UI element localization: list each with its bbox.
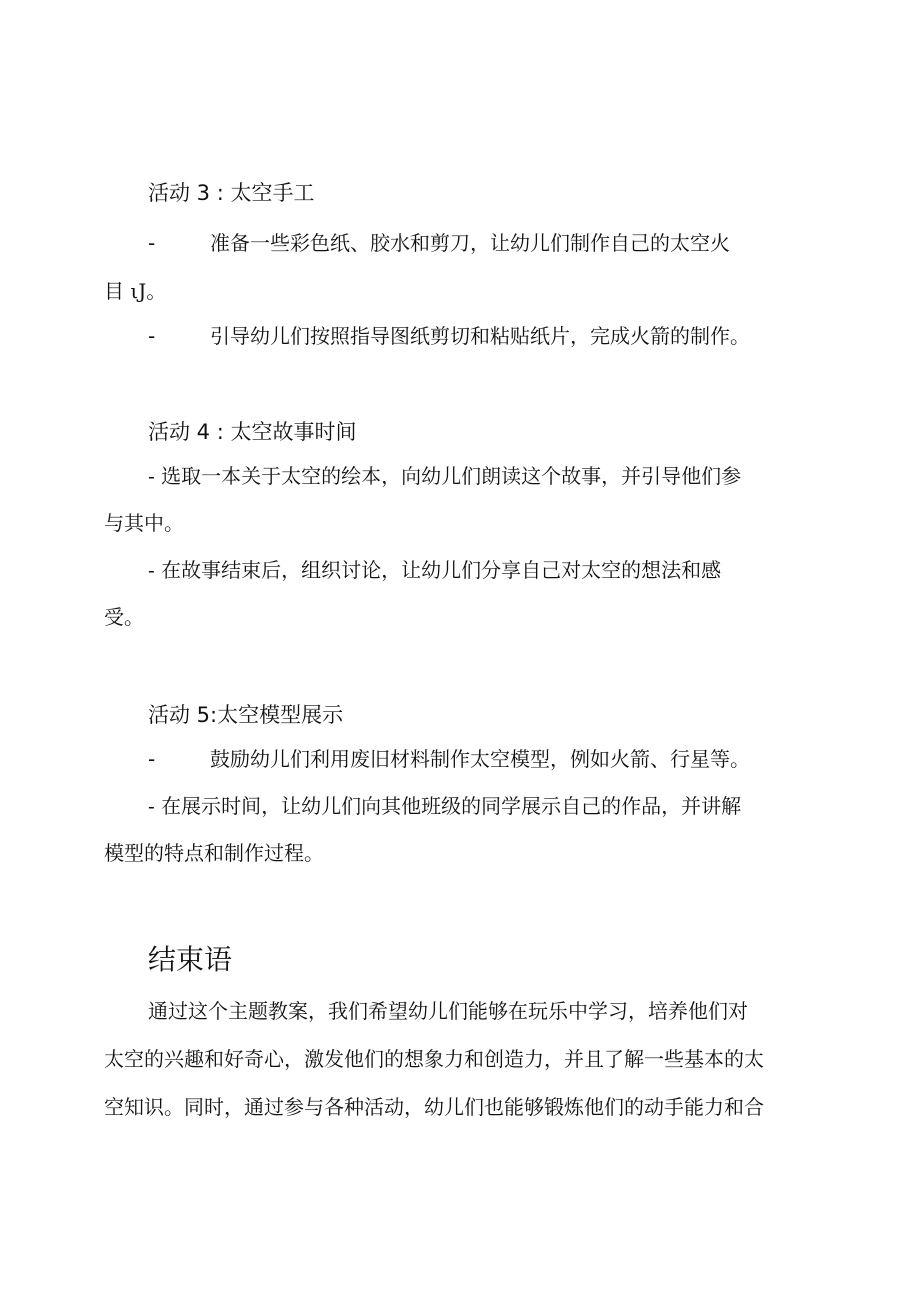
conclusion-line-2: 太空的兴趣和好奇心，激发他们的想象力和创造力，并且了解一些基本的太 [104,1047,764,1071]
conclusion-line-1: 通过这个主题教案，我们希望幼儿们能够在玩乐中学习，培养他们对 [148,999,748,1023]
activity-4-item-1-line-1: - 选取一本关于太空的绘本，向幼儿们朗读这个故事，并引导他们参 [148,464,742,488]
activity-4-item-2-line-1: - 在故事结束后，组织讨论，让幼儿们分享自己对太空的想法和感 [148,558,722,582]
activity-3-item-2-line: 引导幼儿们按照指导图纸剪切和粘贴纸片，完成火箭的制作。 [210,324,750,348]
activity-5-item-1-line: 鼓励幼儿们利用废旧材料制作太空模型，例如火箭、行星等。 [210,747,750,771]
activity-4-item-1-line-2: 与其中。 [104,511,184,535]
activity-5-item-2-line-2: 模型的特点和制作过程。 [104,841,324,865]
activity-3-title: 活动 3 : 太空手工 [148,181,315,205]
activity-3-item-2-dash: - [148,324,156,348]
activity-3-item-1-line-2: 目 ιJ。 [104,279,167,303]
activity-4-title: 活动 4 : 太空故事时间 [148,420,357,444]
activity-3-item-1-line-1: 准备一些彩色纸、胶水和剪刀，让幼儿们制作自己的太空火 [210,231,730,255]
activity-5-item-2-line-1: - 在展示时间，让幼儿们向其他班级的同学展示自己的作品，并讲解 [148,794,742,818]
activity-4-item-2-line-2: 受。 [104,605,144,629]
activity-5-title: 活动 5:太空模型展示 [148,703,344,727]
conclusion-line-3: 空知识。同时，通过参与各种活动，幼儿们也能够锻炼他们的动手能力和合 [104,1095,764,1119]
conclusion-title: 结束语 [148,943,233,976]
activity-3-item-1-dash: - [148,231,156,255]
activity-5-item-1-dash: - [148,747,156,771]
